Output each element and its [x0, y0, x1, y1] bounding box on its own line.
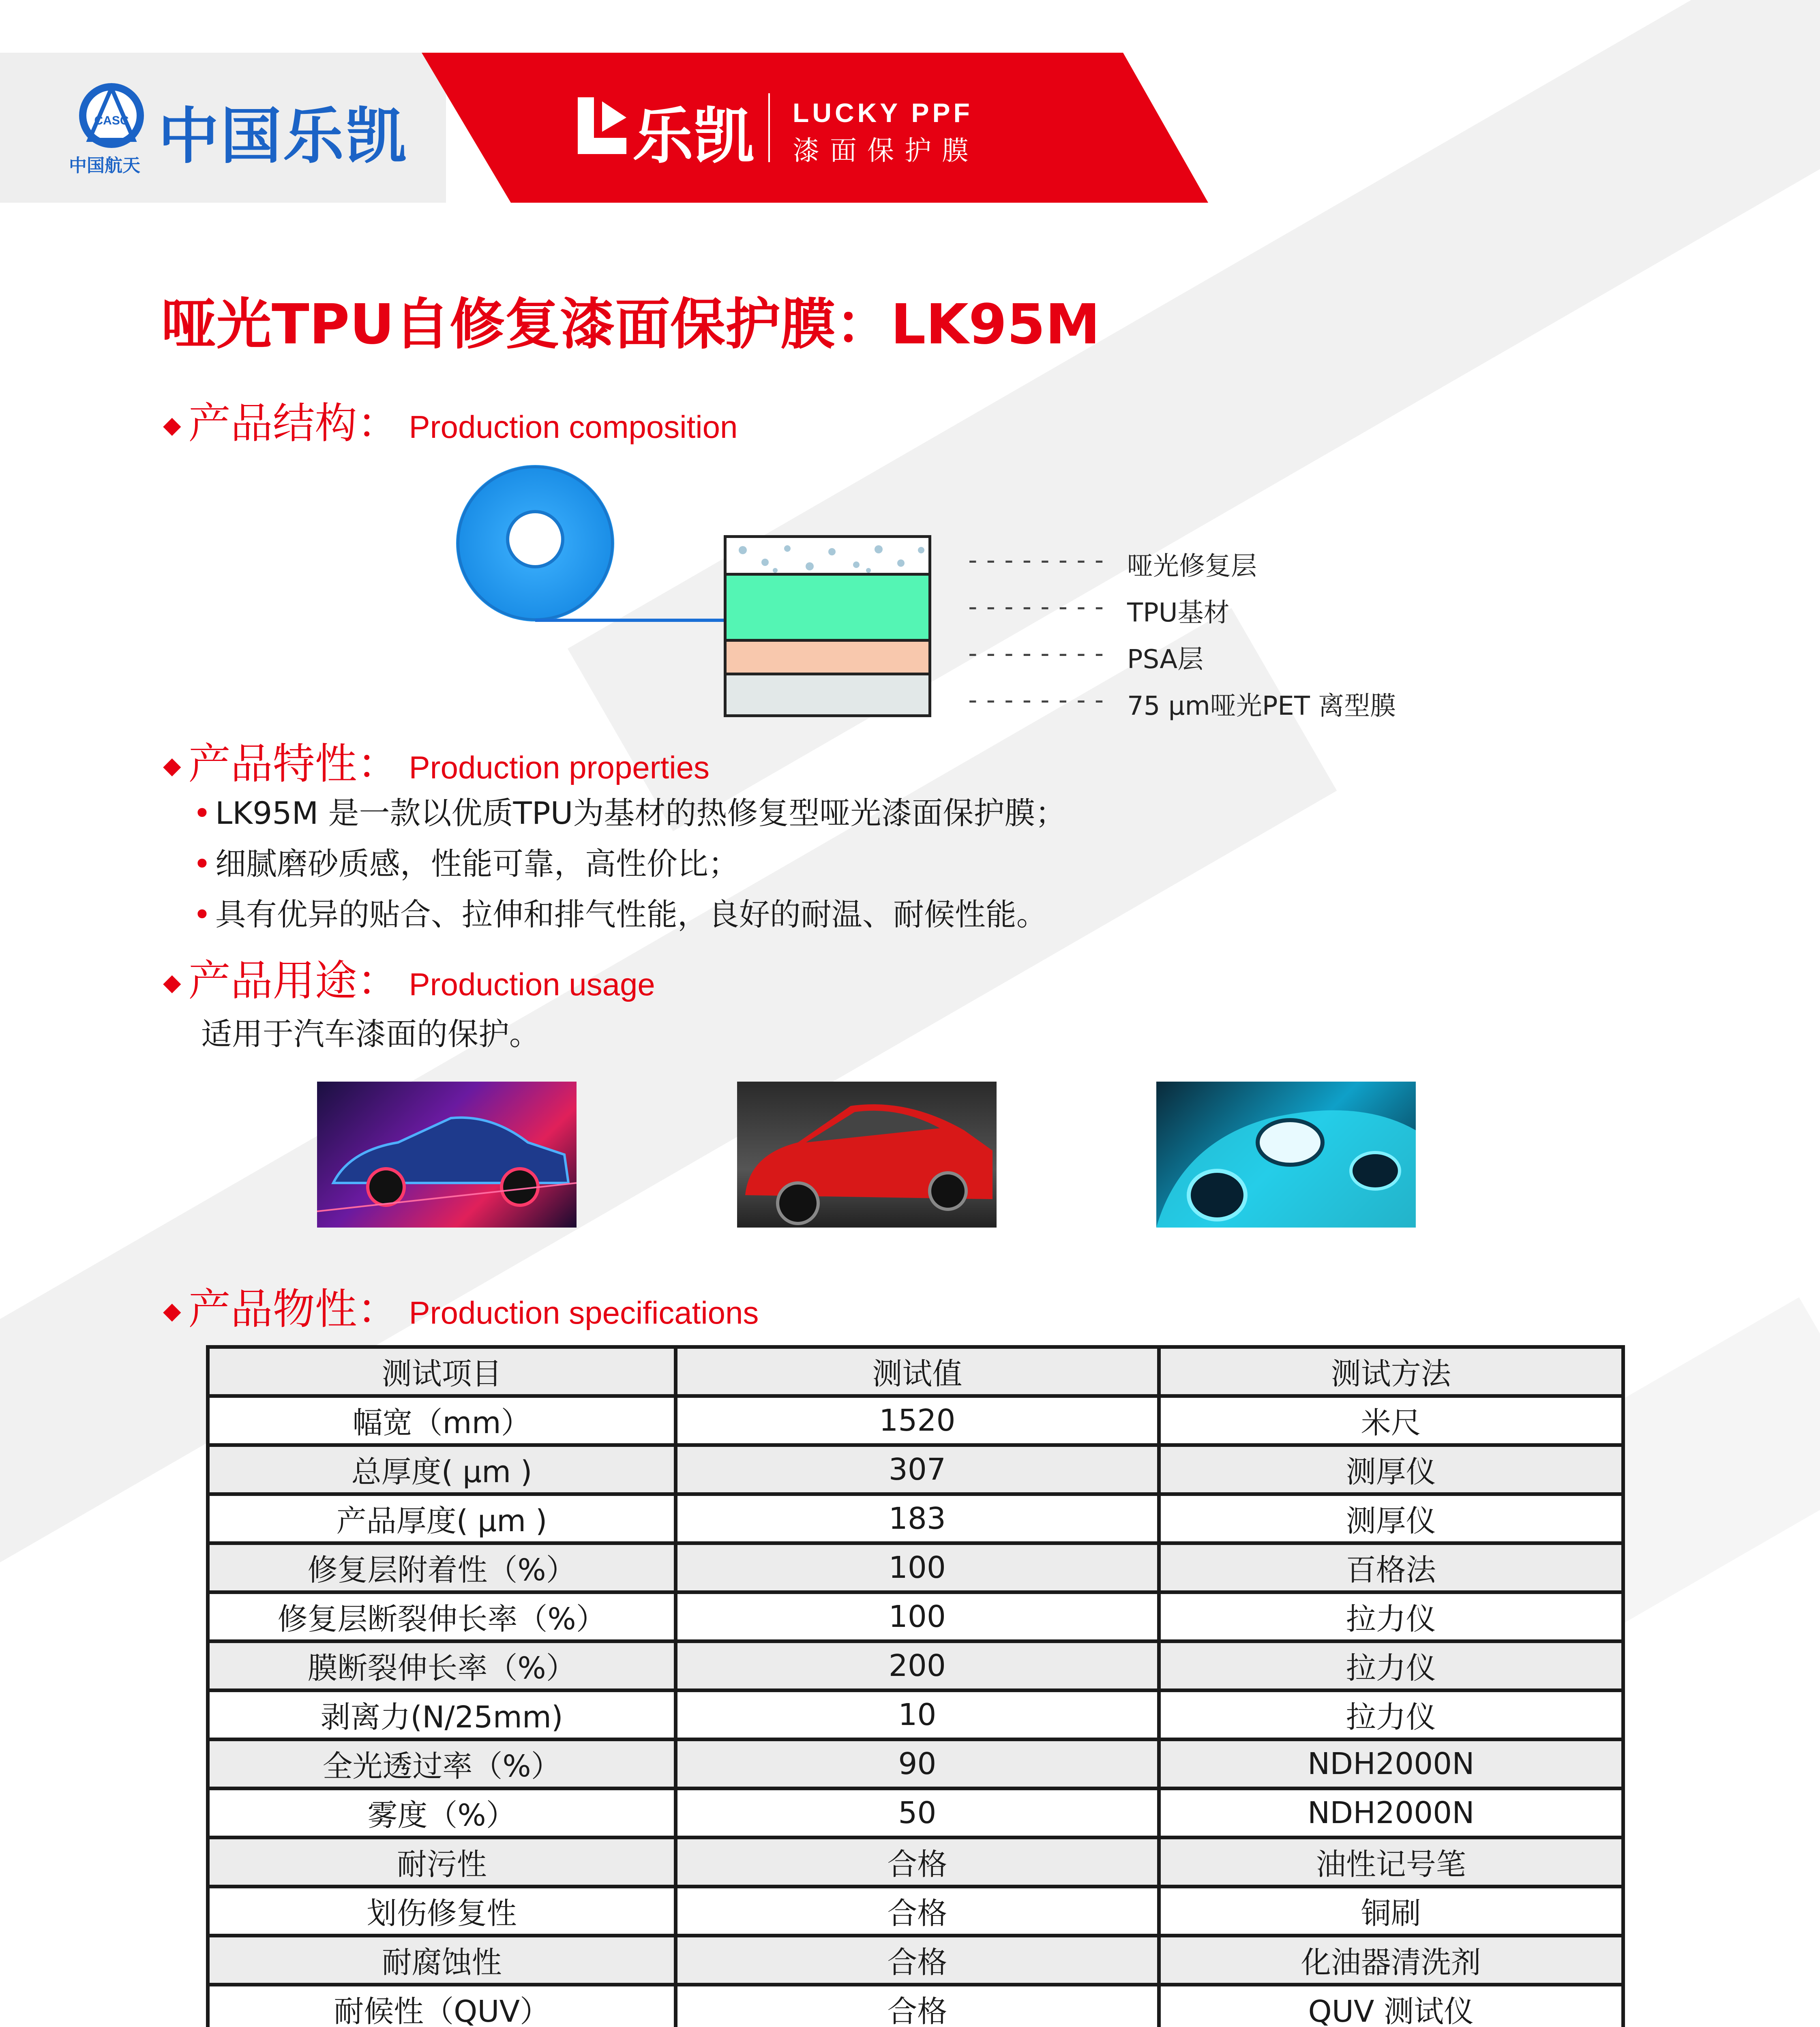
car-photo-1 [317, 1082, 577, 1228]
casc-emblem-icon [73, 79, 150, 152]
table-row [208, 1887, 1623, 1936]
section-composition-heading: ◆ 产品结构： Production composition [163, 399, 738, 448]
table-row [208, 1985, 1623, 2027]
column-header: 测试方法 [1159, 1347, 1623, 1396]
table-row [208, 1396, 1623, 1445]
diamond-bullet-icon: ◆ [163, 969, 181, 996]
bullet-dot-icon: • [193, 846, 211, 882]
matte-particles-icon [727, 538, 931, 576]
car-silhouette-icon [1156, 1082, 1416, 1228]
table-cell: 200 [676, 1641, 1159, 1691]
table-row [208, 1838, 1623, 1887]
layer-tpu [724, 573, 931, 642]
table-cell: 产品厚度( µm ) [208, 1494, 676, 1543]
section-usage-heading: ◆ 产品用途： Production usage [163, 956, 655, 1005]
brand-divider [768, 93, 770, 162]
table-cell: 百格法 [1159, 1543, 1623, 1592]
diamond-bullet-icon: ◆ [163, 1297, 181, 1324]
table-cell: 50 [676, 1789, 1159, 1838]
film-roll-icon [454, 462, 738, 624]
table-cell: 拉力仪 [1159, 1691, 1623, 1740]
table-header-row [208, 1347, 1623, 1396]
usage-text: 适用于汽车漆面的保护。 [201, 1016, 540, 1052]
table-cell: 拉力仪 [1159, 1641, 1623, 1691]
table-cell: 米尺 [1159, 1396, 1623, 1445]
table-cell: QUV 测试仪 [1159, 1985, 1623, 2027]
table-cell: 耐候性（QUV） [208, 1985, 676, 2027]
car-photo-3 [1156, 1082, 1416, 1228]
table-cell: 183 [676, 1494, 1159, 1543]
table-cell: 100 [676, 1592, 1159, 1641]
table-cell: 307 [676, 1445, 1159, 1494]
table-row [208, 1641, 1623, 1691]
layer-psa [724, 639, 931, 675]
table-row [208, 1543, 1623, 1592]
layer-leader: -------- [965, 685, 1110, 715]
lucky-brand-mark-icon [574, 93, 630, 158]
svg-text:CASC: CASC [94, 114, 129, 127]
brand-chinese: 漆面保护膜 [793, 135, 979, 166]
layer-label: TPU基材 [1127, 598, 1230, 628]
table-row [208, 1789, 1623, 1838]
table-cell: 合格 [676, 1985, 1159, 2027]
table-cell: 雾度（%） [208, 1789, 676, 1838]
layer-pet-liner [724, 673, 931, 717]
parent-logo-subtitle: 中国航天 [69, 155, 140, 176]
section-properties-heading: ◆ 产品特性： Production properties [163, 739, 710, 789]
table-cell: 拉力仪 [1159, 1592, 1623, 1641]
table-row [208, 1936, 1623, 1985]
table-row [208, 1691, 1623, 1740]
table-cell: 油性记号笔 [1159, 1838, 1623, 1887]
specs-table [206, 1345, 1625, 2027]
table-cell: 测厚仪 [1159, 1445, 1623, 1494]
layer-leader: -------- [965, 639, 1110, 669]
table-cell: 膜断裂伸长率（%） [208, 1641, 676, 1691]
table-cell: 幅宽（mm） [208, 1396, 676, 1445]
table-cell: NDH2000N [1159, 1789, 1623, 1838]
table-cell: 剥离力(N/25mm) [208, 1691, 676, 1740]
car-silhouette-icon [317, 1082, 577, 1228]
page-title: 哑光TPU自修复漆面保护膜：LK95M [161, 293, 1100, 357]
table-cell: NDH2000N [1159, 1740, 1623, 1789]
layer-stack-diagram [724, 535, 935, 726]
section-specs-heading: ◆ 产品物性： Production specifications [163, 1284, 759, 1334]
brand-name: 乐凯 [632, 101, 755, 172]
table-cell: 总厚度( µm ) [208, 1445, 676, 1494]
table-cell: 耐腐蚀性 [208, 1936, 676, 1985]
table-cell: 铜刷 [1159, 1887, 1623, 1936]
table-cell: 1520 [676, 1396, 1159, 1445]
layer-matte-repair [724, 535, 931, 576]
bullet-dot-icon: • [193, 795, 211, 831]
car-silhouette-icon [737, 1082, 997, 1228]
layer-label: PSA层 [1127, 645, 1204, 675]
table-cell: 化油器清洗剂 [1159, 1936, 1623, 1985]
table-cell: 划伤修复性 [208, 1887, 676, 1936]
layer-label: 75 µm哑光PET 离型膜 [1127, 691, 1396, 721]
table-cell: 合格 [676, 1887, 1159, 1936]
table-row [208, 1494, 1623, 1543]
diamond-bullet-icon: ◆ [163, 411, 181, 439]
table-cell: 测厚仪 [1159, 1494, 1623, 1543]
car-photo-2 [737, 1082, 997, 1228]
column-header: 测试项目 [208, 1347, 676, 1396]
table-cell: 修复层断裂伸长率（%） [208, 1592, 676, 1641]
table-cell: 合格 [676, 1936, 1159, 1985]
table-cell: 10 [676, 1691, 1159, 1740]
table-row [208, 1592, 1623, 1641]
diamond-bullet-icon: ◆ [163, 752, 181, 779]
brand-english: LUCKY PPF [793, 98, 973, 128]
table-row [208, 1740, 1623, 1789]
table-cell: 合格 [676, 1838, 1159, 1887]
table-row [208, 1445, 1623, 1494]
table-cell: 全光透过率（%） [208, 1740, 676, 1789]
table-cell: 耐污性 [208, 1838, 676, 1887]
property-item: • LK95M 是一款以优质TPU为基材的热修复型哑光漆面保护膜； [193, 795, 1066, 831]
table-cell: 修复层附着性（%） [208, 1543, 676, 1592]
table-cell: 100 [676, 1543, 1159, 1592]
column-header: 测试值 [676, 1347, 1159, 1396]
bullet-dot-icon: • [193, 896, 211, 932]
parent-logo-text: 中国乐凯 [158, 101, 408, 172]
table-cell: 90 [676, 1740, 1159, 1789]
property-item: • 具有优异的贴合、拉伸和排气性能，良好的耐温、耐候性能。 [193, 896, 1047, 932]
layer-leader: -------- [965, 545, 1110, 575]
layer-label: 哑光修复层 [1127, 551, 1257, 581]
layer-leader: -------- [965, 592, 1110, 622]
property-item: • 细腻磨砂质感，性能可靠，高性价比； [193, 846, 739, 882]
